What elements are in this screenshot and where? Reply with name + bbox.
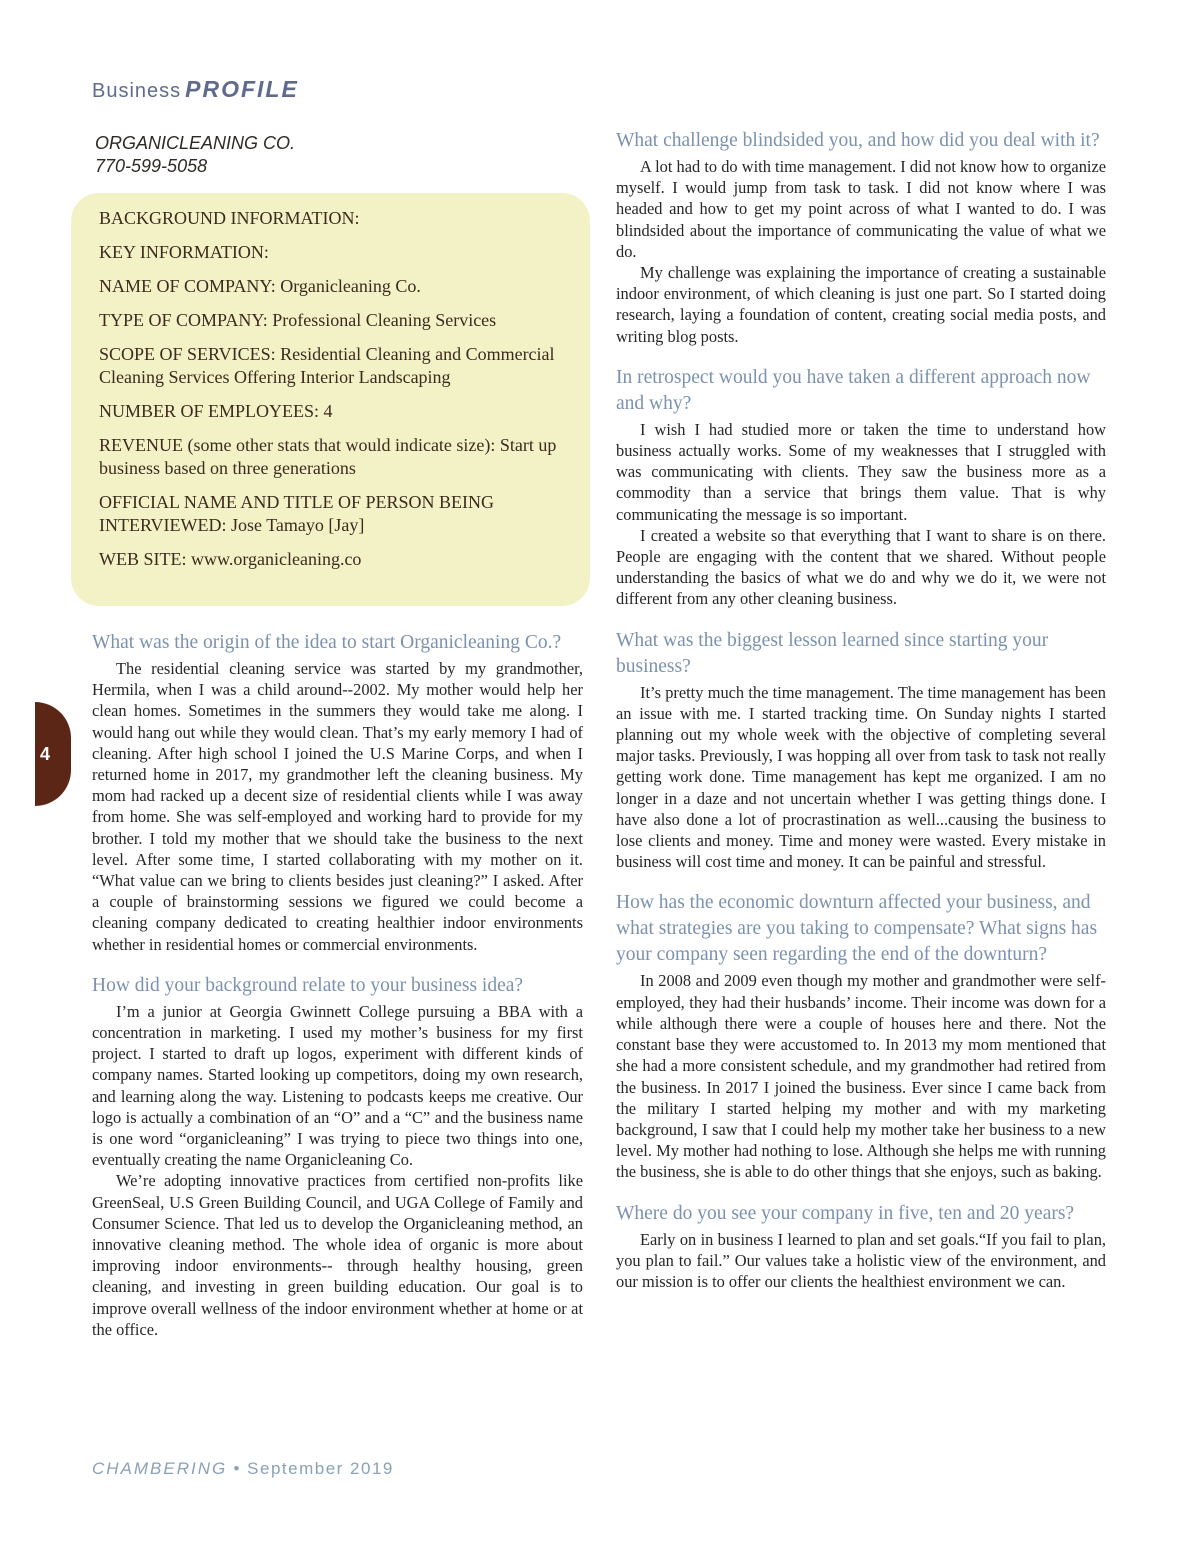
info-item: OFFICIAL NAME AND TITLE OF PERSON BEING INTERVIEWED: Jose Tamayo [Jay] xyxy=(99,492,495,535)
footer-date: September 2019 xyxy=(247,1459,394,1478)
page-footer xyxy=(92,1459,394,1479)
right-column xyxy=(616,128,1106,1292)
question-heading: How has the economic downturn affected your business, and what strategies are you taking to compensate? What signs has your company seen regarding the end of the downturn? xyxy=(616,892,1098,966)
info-item: REVENUE (some other stats that would indicate size): Start up business based on three generations xyxy=(99,435,557,478)
answer-paragraph: I created a website so that everything that I want to share is on there. People are engaging with the content that we shared. Without people understanding the basics of what we do and why we do it, we were not different from any other cleaning business. xyxy=(616,525,1106,609)
section-header xyxy=(92,76,299,103)
answer-paragraph: We’re adopting innovative practices from certified non-profits like GreenSeal, U.S Green Building Council, and UGA College of Family and Consumer Science. That led us to develop the Organicleaning method, an innovative cleaning method. The whole idea of organic is more about improving indoor environments-- through healthy housing, green cleaning, and investing in green building education. Our goal is to improve overall wellness of the indoor environment whether at home or at the office. xyxy=(92,1171,583,1339)
info-item: SCOPE OF SERVICES: Residential Cleaning and Commercial Cleaning Services Offering Interior Landscaping xyxy=(99,344,555,387)
answer-paragraph: In 2008 and 2009 even though my mother and grandmother were self-employed, they had their husbands’ income. Their income was down for a while although there were a couple of houses here and there. Not the constant base they were accustomed to. In 2013 my mom mentioned that she had a more consistent schedule, and my grandmother had retired from the business. In 2017 I joined the business. Ever since I came back from the military I started helping my mother and with my marketing background, I saw that I could help my mother take her business to a new level. My mother had nothing to lose. Although she helps me with running the business, she is able to do other things that she enjoys, such as baking. xyxy=(616,971,1106,1182)
answer-paragraph: I’m a junior at Georgia Gwinnett College pursuing a BBA with a concentration in marketing. I used my mother’s business for my first project. I started to draft up logos, experiment with different kinds of company names. Started looking up competitors, doing my own research, and learning along the way. Listening to podcasts keeps me creative. Our logo is actually a combination of an “O” and a “C” and the business name is one word “organicleaning” I was trying to piece two things into one, eventually creating the name Organicleaning Co. xyxy=(92,1001,583,1170)
company-phone: 770-599-5058 xyxy=(95,156,208,176)
footer-brand: CHAMBERING xyxy=(92,1459,228,1478)
answer-paragraph: Early on in business I learned to plan and set goals.“If you fail to plan, you plan to fail.” Our values take a holistic view of the environment, and our mission is to offer our clients the healthiest environment we can. xyxy=(616,1229,1106,1291)
company-block xyxy=(95,132,295,178)
section-title: PROFILE xyxy=(185,76,299,102)
info-item: WEB SITE: www.organicleaning.co xyxy=(99,549,362,569)
page-number-tab xyxy=(35,702,71,806)
info-item: BACKGROUND INFORMATION: xyxy=(99,208,360,228)
answer-paragraph: I wish I had studied more or taken the time to understand how business actually works. Some of my weaknesses that I struggled with was communicating with clients. They saw the business more as a commodity than a service that brings them value. That is why communicating the message is so important. xyxy=(616,419,1106,524)
info-item: KEY INFORMATION: xyxy=(99,242,269,262)
answer-paragraph: A lot had to do with time management. I did not know how to organize myself. I would jump from task to task. I did not know where I was headed and how to get my point across of what I wanted to do. I was blindsided about the importance of communicating the value of what we do. xyxy=(616,157,1106,261)
info-item: NAME OF COMPANY: Organicleaning Co. xyxy=(99,276,421,296)
info-box xyxy=(71,193,590,606)
question-heading: In retrospect would you have taken a different approach now and why? xyxy=(616,366,1091,414)
question-heading: How did your background relate to your business idea? xyxy=(92,974,524,996)
info-item: NUMBER OF EMPLOYEES: 4 xyxy=(99,401,333,421)
answer-paragraph: The residential cleaning service was started by my grandmother, Hermila, when I was a child around--2002. My mother would help her clean homes. Sometimes in the summers they would take me along. I would hang out while they would clean. That’s my early memory I had of cleaning. After high school I joined the U.S Marine Corps, and when I returned home in 2017, my grandmother left the cleaning business. My mom had racked up a decent size of residential clients while I was away from home. She was self-employed and working hard to provide for my brother. I told my mother that we should take the business to the next level. After some time, I started collaborating with my mother on it. “What value can we bring to clients besides just cleaning?” I asked. After a couple of brainstorming sessions we figured we could become a cleaning company dedicated to creating healthier indoor environments whether in residential homes or commercial environments. xyxy=(92,659,583,954)
section-word: Business xyxy=(92,80,182,102)
question-heading: What challenge blindsided you, and how did you deal with it? xyxy=(616,130,1100,151)
question-heading: What was the biggest lesson learned since starting your business? xyxy=(616,629,1049,677)
question-heading: What was the origin of the idea to start Organicleaning Co.? xyxy=(92,632,562,653)
answer-paragraph: It’s pretty much the time management. The time management has been an issue with me. I started tracking time. On Sunday nights I started planning out my whole week with the objective of completing several major tasks. Previously, I was hopping all over from task to task not really getting work done. Time management has kept me organized. I am no longer in a daze and not uncertain whether I was getting things done. I have also done a lot of procrastination as well...causing the business to lose clients and money. Time and money were wasted. Every mistake in business will cost time and money. It can be painful and stressful. xyxy=(616,682,1106,872)
question-heading: Where do you see your company in five, ten and 20 years? xyxy=(616,1202,1075,1224)
page-number: 4 xyxy=(40,743,51,764)
footer-separator: • xyxy=(233,1459,241,1478)
answer-paragraph: My challenge was explaining the importance of creating a sustainable indoor environment, of which cleaning is just one part. So I started doing research, laying a foundation of content, creating social media posts, and writing blog posts. xyxy=(616,263,1106,346)
left-column xyxy=(92,630,583,1340)
info-item: TYPE OF COMPANY: Professional Cleaning Services xyxy=(99,310,497,330)
company-name: ORGANICLEANING CO. xyxy=(95,133,296,153)
